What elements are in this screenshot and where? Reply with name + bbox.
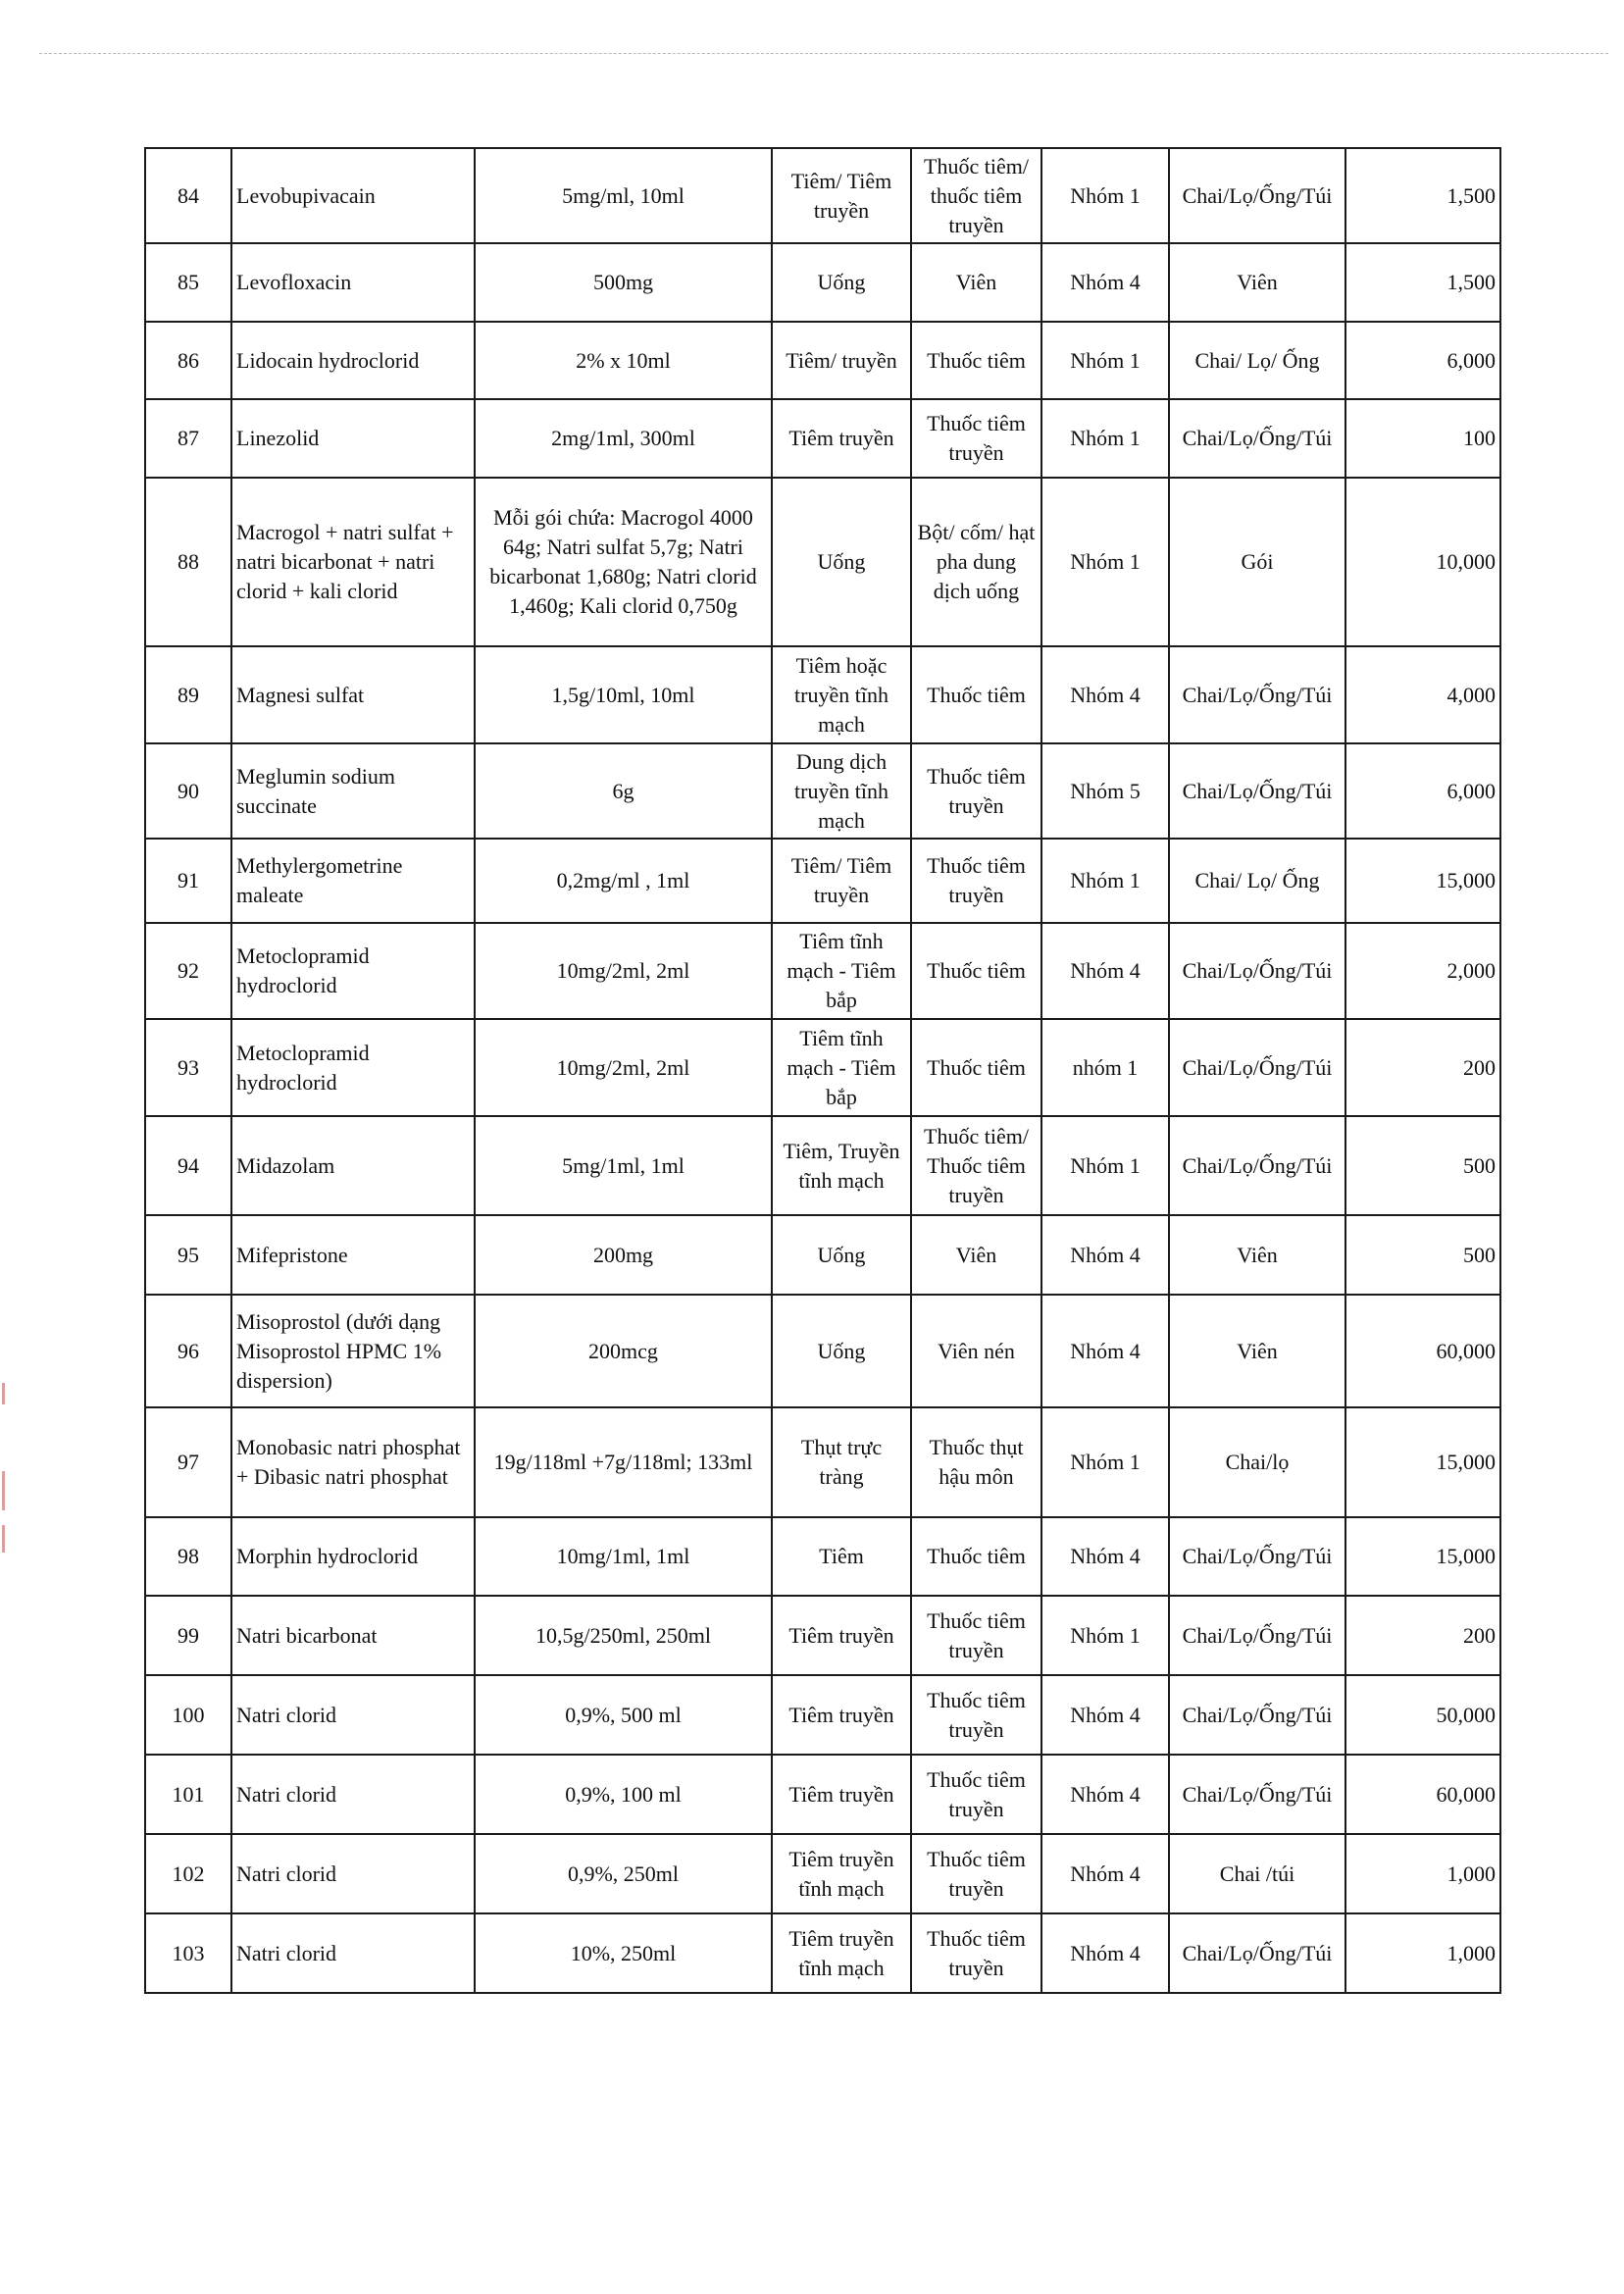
quantity-cell: 10,000 bbox=[1345, 478, 1500, 646]
route-cell: Tiêm tĩnh mạch - Tiêm bắp bbox=[772, 1019, 911, 1116]
row-number-cell: 91 bbox=[145, 839, 231, 923]
unit-cell: Chai/Lọ/Ống/Túi bbox=[1169, 148, 1345, 243]
quantity-cell: 15,000 bbox=[1345, 1407, 1500, 1517]
quantity-cell: 100 bbox=[1345, 399, 1500, 478]
group-cell: nhóm 1 bbox=[1041, 1019, 1169, 1116]
drug-list-table bbox=[144, 147, 1501, 1994]
concentration-cell: 1,5g/10ml, 10ml bbox=[475, 646, 772, 743]
drug-name-cell: Mifepristone bbox=[231, 1215, 475, 1295]
route-cell: Uống bbox=[772, 478, 911, 646]
table-row bbox=[145, 399, 1500, 478]
route-cell: Tiêm/ truyền bbox=[772, 322, 911, 399]
group-cell: Nhóm 4 bbox=[1041, 1834, 1169, 1913]
quantity-cell: 6,000 bbox=[1345, 743, 1500, 839]
quantity-cell: 200 bbox=[1345, 1019, 1500, 1116]
group-cell: Nhóm 1 bbox=[1041, 478, 1169, 646]
group-cell: Nhóm 4 bbox=[1041, 1675, 1169, 1755]
table-row bbox=[145, 1596, 1500, 1675]
quantity-cell: 60,000 bbox=[1345, 1295, 1500, 1407]
unit-cell: Chai/Lọ/Ống/Túi bbox=[1169, 1596, 1345, 1675]
drug-name-cell: Metoclopramid hydroclorid bbox=[231, 1019, 475, 1116]
drug-name-cell: Natri clorid bbox=[231, 1675, 475, 1755]
group-cell: Nhóm 1 bbox=[1041, 839, 1169, 923]
table-row bbox=[145, 1407, 1500, 1517]
dosage-form-cell: Thuốc tiêm truyền bbox=[911, 1913, 1041, 1993]
route-cell: Tiêm truyền bbox=[772, 399, 911, 478]
row-number-cell: 93 bbox=[145, 1019, 231, 1116]
drug-name-cell: Meglumin sodium succinate bbox=[231, 743, 475, 839]
group-cell: Nhóm 1 bbox=[1041, 1116, 1169, 1215]
group-cell: Nhóm 4 bbox=[1041, 243, 1169, 322]
quantity-cell: 200 bbox=[1345, 1596, 1500, 1675]
table-row bbox=[145, 243, 1500, 322]
concentration-cell: 10,5g/250ml, 250ml bbox=[475, 1596, 772, 1675]
route-cell: Tiêm bbox=[772, 1517, 911, 1596]
concentration-cell: 10mg/2ml, 2ml bbox=[475, 923, 772, 1019]
drug-name-cell: Natri clorid bbox=[231, 1913, 475, 1993]
route-cell: Dung dịch truyền tĩnh mạch bbox=[772, 743, 911, 839]
group-cell: Nhóm 1 bbox=[1041, 399, 1169, 478]
row-number-cell: 85 bbox=[145, 243, 231, 322]
table-row bbox=[145, 148, 1500, 243]
group-cell: Nhóm 1 bbox=[1041, 1407, 1169, 1517]
concentration-cell: 10%, 250ml bbox=[475, 1913, 772, 1993]
dosage-form-cell: Thuốc tiêm/ thuốc tiêm truyền bbox=[911, 148, 1041, 243]
table-row bbox=[145, 1834, 1500, 1913]
route-cell: Tiêm truyền tĩnh mạch bbox=[772, 1834, 911, 1913]
drug-name-cell: Morphin hydroclorid bbox=[231, 1517, 475, 1596]
quantity-cell: 2,000 bbox=[1345, 923, 1500, 1019]
route-cell: Tiêm tĩnh mạch - Tiêm bắp bbox=[772, 923, 911, 1019]
group-cell: Nhóm 4 bbox=[1041, 1913, 1169, 1993]
quantity-cell: 1,500 bbox=[1345, 243, 1500, 322]
quantity-cell: 50,000 bbox=[1345, 1675, 1500, 1755]
dosage-form-cell: Bột/ cốm/ hạt pha dung dịch uống bbox=[911, 478, 1041, 646]
row-number-cell: 94 bbox=[145, 1116, 231, 1215]
quantity-cell: 1,000 bbox=[1345, 1834, 1500, 1913]
table-row bbox=[145, 1215, 1500, 1295]
quantity-cell: 15,000 bbox=[1345, 1517, 1500, 1596]
route-cell: Tiêm truyền bbox=[772, 1755, 911, 1834]
table-row bbox=[145, 1295, 1500, 1407]
quantity-cell: 500 bbox=[1345, 1116, 1500, 1215]
unit-cell: Gói bbox=[1169, 478, 1345, 646]
route-cell: Tiêm truyền bbox=[772, 1675, 911, 1755]
drug-name-cell: Monobasic natri phosphat + Dibasic natri phosphat bbox=[231, 1407, 475, 1517]
table-row bbox=[145, 743, 1500, 839]
concentration-cell: 6g bbox=[475, 743, 772, 839]
group-cell: Nhóm 5 bbox=[1041, 743, 1169, 839]
row-number-cell: 100 bbox=[145, 1675, 231, 1755]
scan-margin-mark bbox=[2, 1525, 5, 1553]
row-number-cell: 87 bbox=[145, 399, 231, 478]
table-row bbox=[145, 1913, 1500, 1993]
row-number-cell: 95 bbox=[145, 1215, 231, 1295]
unit-cell: Chai/Lọ/Ống/Túi bbox=[1169, 923, 1345, 1019]
unit-cell: Chai/Lọ/Ống/Túi bbox=[1169, 743, 1345, 839]
drug-name-cell: Natri bicarbonat bbox=[231, 1596, 475, 1675]
group-cell: Nhóm 4 bbox=[1041, 1755, 1169, 1834]
row-number-cell: 102 bbox=[145, 1834, 231, 1913]
unit-cell: Chai/Lọ/Ống/Túi bbox=[1169, 399, 1345, 478]
row-number-cell: 103 bbox=[145, 1913, 231, 1993]
dosage-form-cell: Thuốc tiêm truyền bbox=[911, 743, 1041, 839]
concentration-cell: 19g/118ml +7g/118ml; 133ml bbox=[475, 1407, 772, 1517]
row-number-cell: 86 bbox=[145, 322, 231, 399]
route-cell: Tiêm/ Tiêm truyền bbox=[772, 148, 911, 243]
drug-name-cell: Magnesi sulfat bbox=[231, 646, 475, 743]
table-body bbox=[145, 148, 1500, 1993]
row-number-cell: 97 bbox=[145, 1407, 231, 1517]
dosage-form-cell: Viên nén bbox=[911, 1295, 1041, 1407]
route-cell: Thụt trực tràng bbox=[772, 1407, 911, 1517]
table-row bbox=[145, 1019, 1500, 1116]
quantity-cell: 1,000 bbox=[1345, 1913, 1500, 1993]
row-number-cell: 89 bbox=[145, 646, 231, 743]
row-number-cell: 96 bbox=[145, 1295, 231, 1407]
concentration-cell: 200mg bbox=[475, 1215, 772, 1295]
quantity-cell: 60,000 bbox=[1345, 1755, 1500, 1834]
route-cell: Tiêm/ Tiêm truyền bbox=[772, 839, 911, 923]
concentration-cell: 10mg/2ml, 2ml bbox=[475, 1019, 772, 1116]
drug-name-cell: Natri clorid bbox=[231, 1755, 475, 1834]
concentration-cell: 5mg/ml, 10ml bbox=[475, 148, 772, 243]
drug-name-cell: Metoclopramid hydroclorid bbox=[231, 923, 475, 1019]
dosage-form-cell: Thuốc tiêm truyền bbox=[911, 1596, 1041, 1675]
row-number-cell: 92 bbox=[145, 923, 231, 1019]
group-cell: Nhóm 4 bbox=[1041, 1517, 1169, 1596]
quantity-cell: 6,000 bbox=[1345, 322, 1500, 399]
drug-name-cell: Lidocain hydroclorid bbox=[231, 322, 475, 399]
drug-name-cell: Linezolid bbox=[231, 399, 475, 478]
unit-cell: Viên bbox=[1169, 243, 1345, 322]
unit-cell: Chai/ Lọ/ Ống bbox=[1169, 322, 1345, 399]
drug-name-cell: Levofloxacin bbox=[231, 243, 475, 322]
route-cell: Uống bbox=[772, 1295, 911, 1407]
drug-name-cell: Methylergometrine maleate bbox=[231, 839, 475, 923]
table-row bbox=[145, 1675, 1500, 1755]
table-row bbox=[145, 478, 1500, 646]
unit-cell: Chai /túi bbox=[1169, 1834, 1345, 1913]
unit-cell: Chai/Lọ/Ống/Túi bbox=[1169, 1755, 1345, 1834]
group-cell: Nhóm 1 bbox=[1041, 148, 1169, 243]
concentration-cell: 5mg/1ml, 1ml bbox=[475, 1116, 772, 1215]
group-cell: Nhóm 4 bbox=[1041, 1295, 1169, 1407]
dosage-form-cell: Thuốc tiêm truyền bbox=[911, 1834, 1041, 1913]
row-number-cell: 88 bbox=[145, 478, 231, 646]
concentration-cell: 0,9%, 250ml bbox=[475, 1834, 772, 1913]
concentration-cell: 10mg/1ml, 1ml bbox=[475, 1517, 772, 1596]
dosage-form-cell: Thuốc tiêm truyền bbox=[911, 1755, 1041, 1834]
group-cell: Nhóm 4 bbox=[1041, 923, 1169, 1019]
unit-cell: Viên bbox=[1169, 1295, 1345, 1407]
concentration-cell: 0,2mg/ml , 1ml bbox=[475, 839, 772, 923]
concentration-cell: 0,9%, 100 ml bbox=[475, 1755, 772, 1834]
unit-cell: Chai/Lọ/Ống/Túi bbox=[1169, 1517, 1345, 1596]
concentration-cell: 0,9%, 500 ml bbox=[475, 1675, 772, 1755]
drug-name-cell: Levobupivacain bbox=[231, 148, 475, 243]
group-cell: Nhóm 1 bbox=[1041, 1596, 1169, 1675]
concentration-cell: 200mcg bbox=[475, 1295, 772, 1407]
concentration-cell: 2% x 10ml bbox=[475, 322, 772, 399]
quantity-cell: 15,000 bbox=[1345, 839, 1500, 923]
drug-name-cell: Midazolam bbox=[231, 1116, 475, 1215]
dosage-form-cell: Thuốc tiêm bbox=[911, 923, 1041, 1019]
row-number-cell: 90 bbox=[145, 743, 231, 839]
route-cell: Tiêm truyền bbox=[772, 1596, 911, 1675]
row-number-cell: 99 bbox=[145, 1596, 231, 1675]
table-row bbox=[145, 1517, 1500, 1596]
group-cell: Nhóm 1 bbox=[1041, 322, 1169, 399]
table-row bbox=[145, 1116, 1500, 1215]
unit-cell: Chai/ Lọ/ Ống bbox=[1169, 839, 1345, 923]
concentration-cell: Mỗi gói chứa: Macrogol 4000 64g; Natri sulfat 5,7g; Natri bicarbonat 1,680g; Natri clorid 1,460g; Kali clorid 0,750g bbox=[475, 478, 772, 646]
group-cell: Nhóm 4 bbox=[1041, 1215, 1169, 1295]
concentration-cell: 2mg/1ml, 300ml bbox=[475, 399, 772, 478]
quantity-cell: 1,500 bbox=[1345, 148, 1500, 243]
drug-name-cell: Macrogol + natri sulfat + natri bicarbonat + natri clorid + kali clorid bbox=[231, 478, 475, 646]
quantity-cell: 4,000 bbox=[1345, 646, 1500, 743]
table-row bbox=[145, 923, 1500, 1019]
route-cell: Uống bbox=[772, 243, 911, 322]
drug-name-cell: Misoprostol (dưới dạng Misoprostol HPMC 1% dispersion) bbox=[231, 1295, 475, 1407]
scan-margin-mark bbox=[2, 1471, 5, 1510]
dosage-form-cell: Viên bbox=[911, 1215, 1041, 1295]
row-number-cell: 98 bbox=[145, 1517, 231, 1596]
route-cell: Tiêm truyền tĩnh mạch bbox=[772, 1913, 911, 1993]
unit-cell: Chai/lọ bbox=[1169, 1407, 1345, 1517]
route-cell: Uống bbox=[772, 1215, 911, 1295]
scan-margin-mark bbox=[2, 1383, 5, 1404]
dosage-form-cell: Thuốc tiêm bbox=[911, 1019, 1041, 1116]
drug-name-cell: Natri clorid bbox=[231, 1834, 475, 1913]
unit-cell: Chai/Lọ/Ống/Túi bbox=[1169, 1675, 1345, 1755]
dosage-form-cell: Thuốc tiêm truyền bbox=[911, 839, 1041, 923]
table-row bbox=[145, 646, 1500, 743]
unit-cell: Viên bbox=[1169, 1215, 1345, 1295]
table-row bbox=[145, 839, 1500, 923]
dosage-form-cell: Thuốc tiêm bbox=[911, 646, 1041, 743]
dosage-form-cell: Viên bbox=[911, 243, 1041, 322]
row-number-cell: 84 bbox=[145, 148, 231, 243]
quantity-cell: 500 bbox=[1345, 1215, 1500, 1295]
unit-cell: Chai/Lọ/Ống/Túi bbox=[1169, 1019, 1345, 1116]
dosage-form-cell: Thuốc tiêm/ Thuốc tiêm truyền bbox=[911, 1116, 1041, 1215]
table-row bbox=[145, 322, 1500, 399]
dosage-form-cell: Thuốc tiêm bbox=[911, 322, 1041, 399]
route-cell: Tiêm hoặc truyền tĩnh mạch bbox=[772, 646, 911, 743]
dosage-form-cell: Thuốc thụt hậu môn bbox=[911, 1407, 1041, 1517]
unit-cell: Chai/Lọ/Ống/Túi bbox=[1169, 646, 1345, 743]
route-cell: Tiêm, Truyền tĩnh mạch bbox=[772, 1116, 911, 1215]
unit-cell: Chai/Lọ/Ống/Túi bbox=[1169, 1116, 1345, 1215]
dosage-form-cell: Thuốc tiêm bbox=[911, 1517, 1041, 1596]
dosage-form-cell: Thuốc tiêm truyền bbox=[911, 1675, 1041, 1755]
concentration-cell: 500mg bbox=[475, 243, 772, 322]
row-number-cell: 101 bbox=[145, 1755, 231, 1834]
table-row bbox=[145, 1755, 1500, 1834]
dosage-form-cell: Thuốc tiêm truyền bbox=[911, 399, 1041, 478]
scan-artifact-line bbox=[39, 53, 1608, 54]
group-cell: Nhóm 4 bbox=[1041, 646, 1169, 743]
unit-cell: Chai/Lọ/Ống/Túi bbox=[1169, 1913, 1345, 1993]
